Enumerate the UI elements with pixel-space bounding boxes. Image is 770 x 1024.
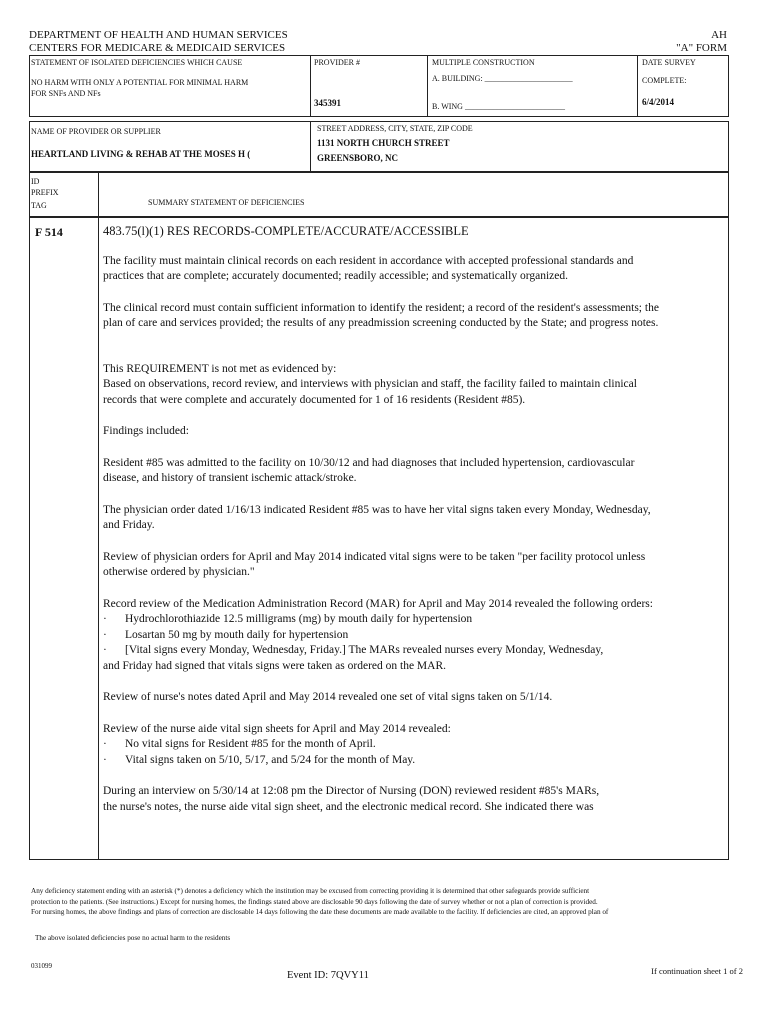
list-item: · Hydrochlorothiazide 12.5 milligrams (mg) by mouth daily for hypertension (103, 613, 473, 625)
paragraph-based-on: Based on observations, record review, and interviews with physician and staff, the facility failed to maintain clinical records that were complete and accurately documented for 1 of 16 residents (Resident #85). (103, 378, 637, 406)
paragraph-nurse-notes: Review of nurse's notes dated April and May 2014 revealed one set of vital signs taken on 5/1/14. (103, 691, 553, 703)
complete-label: COMPLETE: (642, 76, 687, 85)
address-city: GREENSBORO, NC (317, 153, 399, 163)
address-label: STREET ADDRESS, CITY, STATE, ZIP CODE (317, 124, 473, 133)
provider-name-label: NAME OF PROVIDER OR SUPPLIER (31, 127, 161, 136)
paragraph-requirement: The facility must maintain clinical records on each resident in accordance with accepted professional standards and practices that are complete; accurately documented; readily accessible; and systematically organized. (103, 254, 634, 282)
statement-line2: NO HARM WITH ONLY A POTENTIAL FOR MINIMAL HARM (31, 78, 249, 87)
multiple-construction-label: MULTIPLE CONSTRUCTION (432, 58, 535, 67)
isolated-deficiencies-note: The above isolated deficiencies pose no actual harm to the residents (35, 934, 231, 942)
date-survey-label: DATE SURVEY (642, 58, 696, 67)
paragraph-findings: Findings included: (103, 425, 189, 437)
paragraph-admission: Resident #85 was admitted to the facility on 10/30/12 and had diagnoses that included hypertension, cardiovascular disease, and history of transient ischemic attack/stroke. (103, 456, 635, 484)
centers-title: CENTERS FOR MEDICARE & MEDICAID SERVICES (29, 42, 286, 54)
form-number: 031099 (31, 962, 52, 970)
deficiency-title: 483.75(l)(1) RES RECORDS-COMPLETE/ACCURATE/ACCESSIBLE (103, 224, 469, 238)
survey-date: 6/4/2014 (642, 97, 675, 107)
footer-disclaimer: Any deficiency statement ending with an asterisk (*) denotes a deficiency which the institution may be excused from correcting providing it is determined that other safeguards provide sufficient protection to the patients. (See instructions.) Except for nursing homes, the findings stated above are disclosable 90 days following the date of survey whether or not a plan of correction is provided. For nursing homes, the above findings and plans of correction are disclosable 14 days following the date these documents are made available to the facility. If deficiencies are cited, an approved plan of (31, 887, 609, 916)
tag-label: TAG (31, 201, 47, 210)
summary-label: SUMMARY STATEMENT OF DEFICIENCIES (148, 198, 305, 207)
paragraph-mar-review: Record review of the Medication Administration Record (MAR) for April and May 2014 revealed the following orders: (103, 597, 653, 610)
wing-label: B. WING _________________________ (432, 102, 565, 111)
provider-name: HEARTLAND LIVING & REHAB AT THE MOSES H ( (31, 149, 251, 159)
statement-line1: STATEMENT OF ISOLATED DEFICIENCIES WHICH CAUSE (31, 58, 243, 67)
deficiency-tag: F 514 (35, 225, 63, 239)
paragraph-mar-tail: and Friday had signed that vitals signs were taken as ordered on the MAR. (103, 659, 447, 672)
paragraph-clinical-record: The clinical record must contain sufficient information to identify the resident; a record of the resident's assessments; the plan of care and services provided; the results of any preadmission screening conducted by the State; and progress notes. (103, 301, 659, 329)
prefix-label: PREFIX (31, 188, 59, 197)
paragraph-physician-order: The physician order dated 1/16/13 indicated Resident #85 was to have her vital signs taken every Monday, Wednesday, and Friday. (103, 503, 651, 531)
paragraph-not-met: This REQUIREMENT is not met as evidenced by: (103, 362, 337, 375)
department-title: DEPARTMENT OF HEALTH AND HUMAN SERVICES (29, 29, 288, 41)
paragraph-interview-line1: During an interview on 5/30/14 at 12:08 pm the Director of Nursing (DON) reviewed resident #85's MARs, (103, 785, 600, 797)
table-header (29, 172, 729, 217)
address-street: 1131 NORTH CHURCH STREET (317, 138, 450, 148)
form-code: AH (711, 29, 727, 41)
form-name: "A" FORM (676, 42, 727, 54)
continuation-sheet: If continuation sheet 1 of 2 (651, 966, 743, 976)
building-label: A. BUILDING: ______________________ (432, 74, 573, 83)
provider-number: 345391 (314, 98, 341, 108)
deficiency-body (103, 224, 663, 815)
paragraph-review-orders: Review of physician orders for April and May 2014 indicated vital signs were to be taken "per facility protocol unless otherwise ordered by physician." (103, 550, 646, 578)
event-id: Event ID: 7QVY11 (287, 970, 369, 981)
paragraph-interview-line2: the nurse's notes, the nurse aide vital sign sheet, and the electronic medical record. She indicated there was (103, 800, 594, 813)
list-item: · [Vital signs every Monday, Wednesday, Friday.] The MARs revealed nurses every Monday, Wednesday, (103, 644, 604, 656)
paragraph-vital-sheets: Review of the nurse aide vital sign sheets for April and May 2014 revealed: (103, 722, 451, 735)
provider-label: PROVIDER # (314, 58, 361, 67)
list-item: · Vital signs taken on 5/10, 5/17, and 5/24 for the month of May. (103, 753, 416, 766)
list-item: · Losartan 50 mg by mouth daily for hypertension (103, 628, 349, 641)
statement-line3: FOR SNFs AND NFs (31, 89, 101, 98)
id-label: ID (31, 177, 40, 186)
list-item: · No vital signs for Resident #85 for the month of April. (103, 738, 376, 750)
